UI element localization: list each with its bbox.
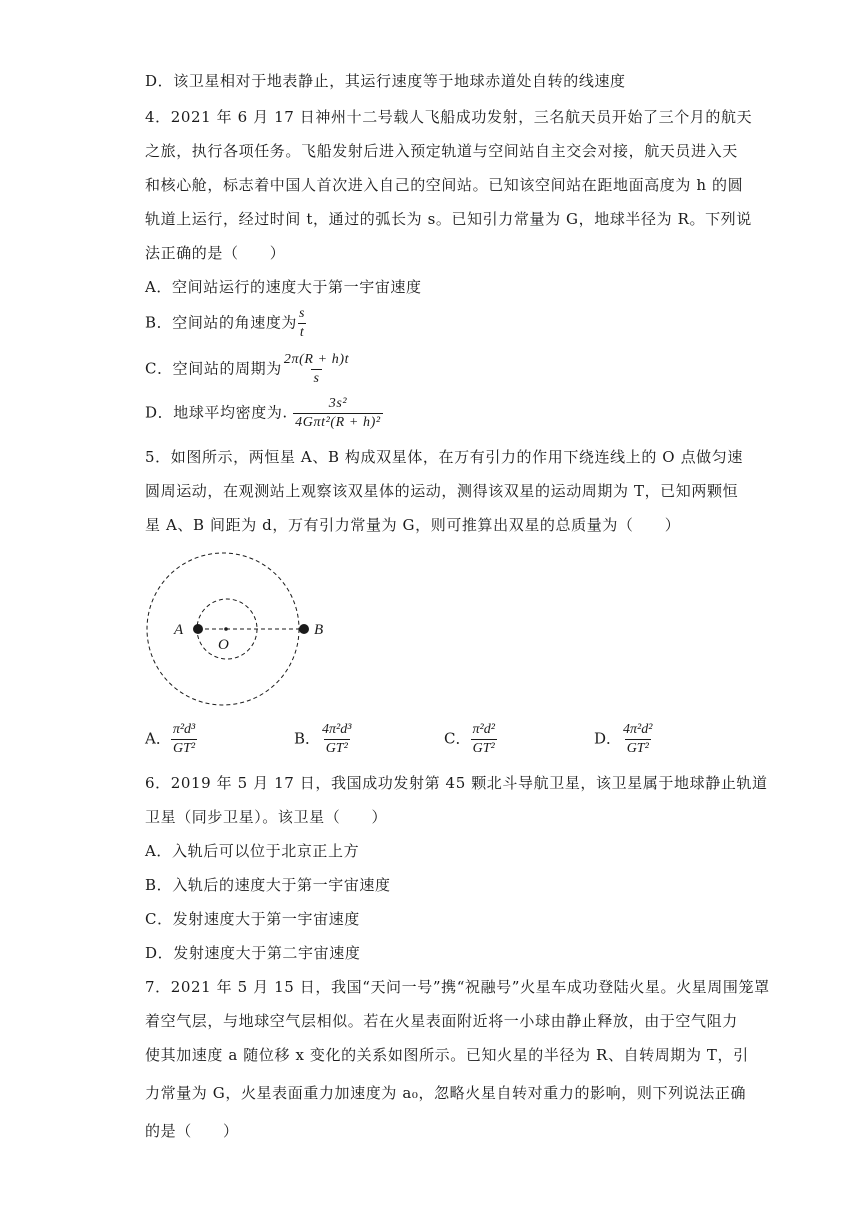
q7-stem-line-1: 7．2021 年 5 月 15 日，我国“天问一号”携“祝融号”火星车成功登陆火星。火星周围笼罩 — [145, 978, 770, 996]
q5-stem-line-2: 圆周运动，在观测站上观察该双星体的运动，测得该双星的运动周期为 T，已知两颗恒 — [145, 482, 739, 500]
q5-stem-line-3: 星 A、B 间距为 d，万有引力常量为 G，则可推算出双星的总质量为（ ） — [145, 516, 681, 534]
q5-option-b — [294, 722, 353, 757]
label-a: A — [174, 622, 184, 638]
q6-option-b: B．入轨后的速度大于第一宇宙速度 — [145, 876, 391, 894]
fraction-denominator: 4Gπt²(R + h)² — [295, 415, 381, 431]
q4-stem-line-5: 法正确的是（ ） — [145, 244, 286, 262]
fraction-denominator: GT² — [626, 741, 649, 757]
fraction — [171, 722, 197, 757]
fraction — [320, 722, 353, 757]
fraction — [293, 396, 383, 431]
q4-stem-line-4: 轨道上运行，经过时间 t，通过的弧长为 s。已知引力常量为 G，地球半径为 R。下列说 — [145, 210, 752, 228]
q4-stem-line-2: 之旅，执行各项任务。飞船发射后进入预定轨道与空间站自主交会对接，航天员进入天 — [145, 142, 738, 160]
fraction-numerator: π²d² — [472, 722, 495, 737]
option-letter: D． — [594, 729, 622, 748]
q6-stem-line-2: 卫星（同步卫星）。该卫星（ ） — [145, 808, 388, 826]
q4-option-c-text: C．空间站的周期为 — [145, 359, 282, 378]
q4-option-c — [145, 352, 351, 387]
q5-option-a — [145, 722, 197, 757]
q6-stem-line-1: 6．2019 年 5 月 17 日，我国成功发射第 45 颗北斗导航卫星，该卫星属于地球静止轨道 — [145, 774, 768, 792]
q5-option-c — [444, 722, 497, 757]
option-letter: B． — [294, 729, 321, 748]
fraction — [297, 306, 307, 341]
q4-option-d-text: D．地球平均密度为. — [145, 403, 288, 422]
q6-option-d: D．发射速度大于第二宇宙速度 — [145, 944, 361, 962]
q5-stem-line-1: 5．如图所示，两恒星 A、B 构成双星体，在万有引力的作用下绕连线上的 O 点做匀速 — [145, 448, 743, 466]
q7-stem-line-3: 使其加速度 a 随位移 x 变化的关系如图所示。已知火星的半径为 R、自转周期为 T，引 — [145, 1046, 749, 1064]
fraction-numerator: 4π²d² — [623, 722, 653, 737]
q5-option-d — [594, 722, 654, 757]
q7-stem-line-2: 着空气层，与地球空气层相似。若在火星表面附近将一小球由静止释放，由于空气阻力 — [145, 1012, 738, 1030]
q7-stem-line-4: 力常量为 G，火星表面重力加速度为 a₀，忽略火星自转对重力的影响，则下列说法正确 — [145, 1084, 747, 1102]
label-b: B — [314, 622, 324, 638]
option-letter: A． — [145, 729, 171, 748]
binary-star-diagram — [140, 552, 340, 722]
label-o: O — [218, 637, 229, 653]
fraction-numerator: 2π(R + h)t — [283, 352, 350, 367]
q4-option-b-text: B．空间站的角速度为 — [145, 313, 298, 332]
q6-option-c: C．发射速度大于第一宇宙速度 — [145, 910, 360, 928]
fraction-denominator: s — [313, 371, 320, 387]
q7-stem-line-5: 的是（ ） — [145, 1122, 239, 1140]
fraction-numerator: π²d³ — [172, 722, 196, 737]
fraction-denominator: GT² — [173, 741, 196, 757]
fraction — [282, 352, 351, 387]
fraction-denominator: t — [299, 325, 305, 341]
q3-option-d: D．该卫星相对于地表静止，其运行速度等于地球赤道处自转的线速度 — [145, 72, 626, 90]
fraction-denominator: GT² — [325, 741, 348, 757]
q6-option-a: A．入轨后可以位于北京正上方 — [145, 842, 360, 860]
fraction-numerator: s — [299, 306, 306, 321]
q4-option-d — [145, 396, 383, 431]
fraction — [470, 722, 496, 757]
q4-option-b — [145, 306, 307, 341]
fraction-numerator: 4π²d³ — [322, 722, 352, 737]
fraction — [621, 722, 654, 757]
option-letter: C． — [444, 729, 471, 748]
star-b — [299, 624, 309, 634]
fraction-numerator: 3s² — [328, 396, 348, 411]
star-a — [193, 624, 203, 634]
q4-option-a: A．空间站运行的速度大于第一宇宙速度 — [145, 278, 422, 296]
q4-stem-line-1: 4．2021 年 6 月 17 日神州十二号载人飞船成功发射，三名航天员开始了三个月的航天 — [145, 108, 753, 126]
center-o — [224, 627, 228, 631]
q4-stem-line-3: 和核心舱，标志着中国人首次进入自己的空间站。已知该空间站在距地面高度为 h 的圆 — [145, 176, 744, 194]
fraction-denominator: GT² — [472, 741, 495, 757]
